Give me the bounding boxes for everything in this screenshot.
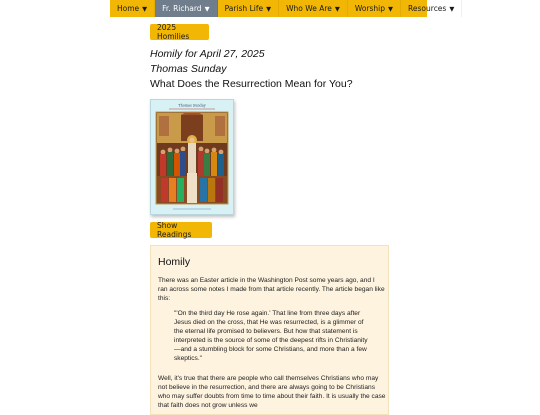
nav-home[interactable]	[110, 0, 155, 17]
nav-label: Worship	[354, 4, 386, 13]
nav-who-we-are[interactable]	[279, 0, 348, 17]
homily-date: Homily for April 27, 2025	[150, 48, 265, 60]
homily-title-block	[150, 47, 353, 92]
caret-down-icon: ▼	[388, 4, 394, 13]
homilies-2025-button[interactable]: 2025 Homilies	[150, 24, 209, 40]
feast-name: Thomas Sunday	[150, 63, 227, 75]
homily-box	[150, 245, 389, 415]
icon-image	[151, 100, 233, 214]
main-nav	[110, 0, 455, 17]
icon-caption: Thomas Sunday	[178, 103, 206, 108]
nav-label: Fr. Richard	[162, 4, 202, 13]
nav-label: Resources	[408, 4, 447, 13]
thomas-sunday-icon	[150, 99, 234, 215]
show-readings-button[interactable]: Show Readings	[150, 222, 212, 238]
nav-label: Home	[117, 4, 140, 13]
homily-title: What Does the Resurrection Mean for You?	[150, 78, 353, 90]
caret-down-icon: ▼	[334, 4, 340, 13]
nav-label: Parish Life	[224, 4, 264, 13]
nav-label: Who We Are	[286, 4, 332, 13]
caret-down-icon: ▼	[449, 4, 455, 13]
homily-quote: "'On the third day He rose again.' That line from three days after Jesus died on the cross, that He was resurrected, is a glimmer of the eternal life promised to believers. But how that statement is interpreted is the source of some of the deepest rifts in Christianity—and a stumbling block for some Christians, and more than a few skeptics."	[174, 310, 368, 363]
homily-heading: Homily	[158, 256, 191, 268]
nav-fr-richard[interactable]	[155, 0, 217, 17]
nav-parish-life[interactable]	[218, 0, 280, 17]
homily-paragraph: There was an Easter article in the Washington Post some years ago, and I ran across some notes I made from that article recently. The article began like this:	[158, 277, 385, 303]
nav-worship[interactable]	[348, 0, 401, 17]
nav-resources[interactable]	[401, 0, 462, 17]
caret-down-icon: ▼	[204, 4, 210, 13]
caret-down-icon: ▼	[266, 4, 272, 13]
caret-down-icon: ▼	[142, 4, 148, 13]
homily-paragraph: Well, it's true that there are people who call themselves Christians who may not believe in the resurrection, and there are always going to be Christians who may suffer doubts from time to time about their faith. It is usually the case that faith does not grow unless we	[158, 375, 386, 410]
